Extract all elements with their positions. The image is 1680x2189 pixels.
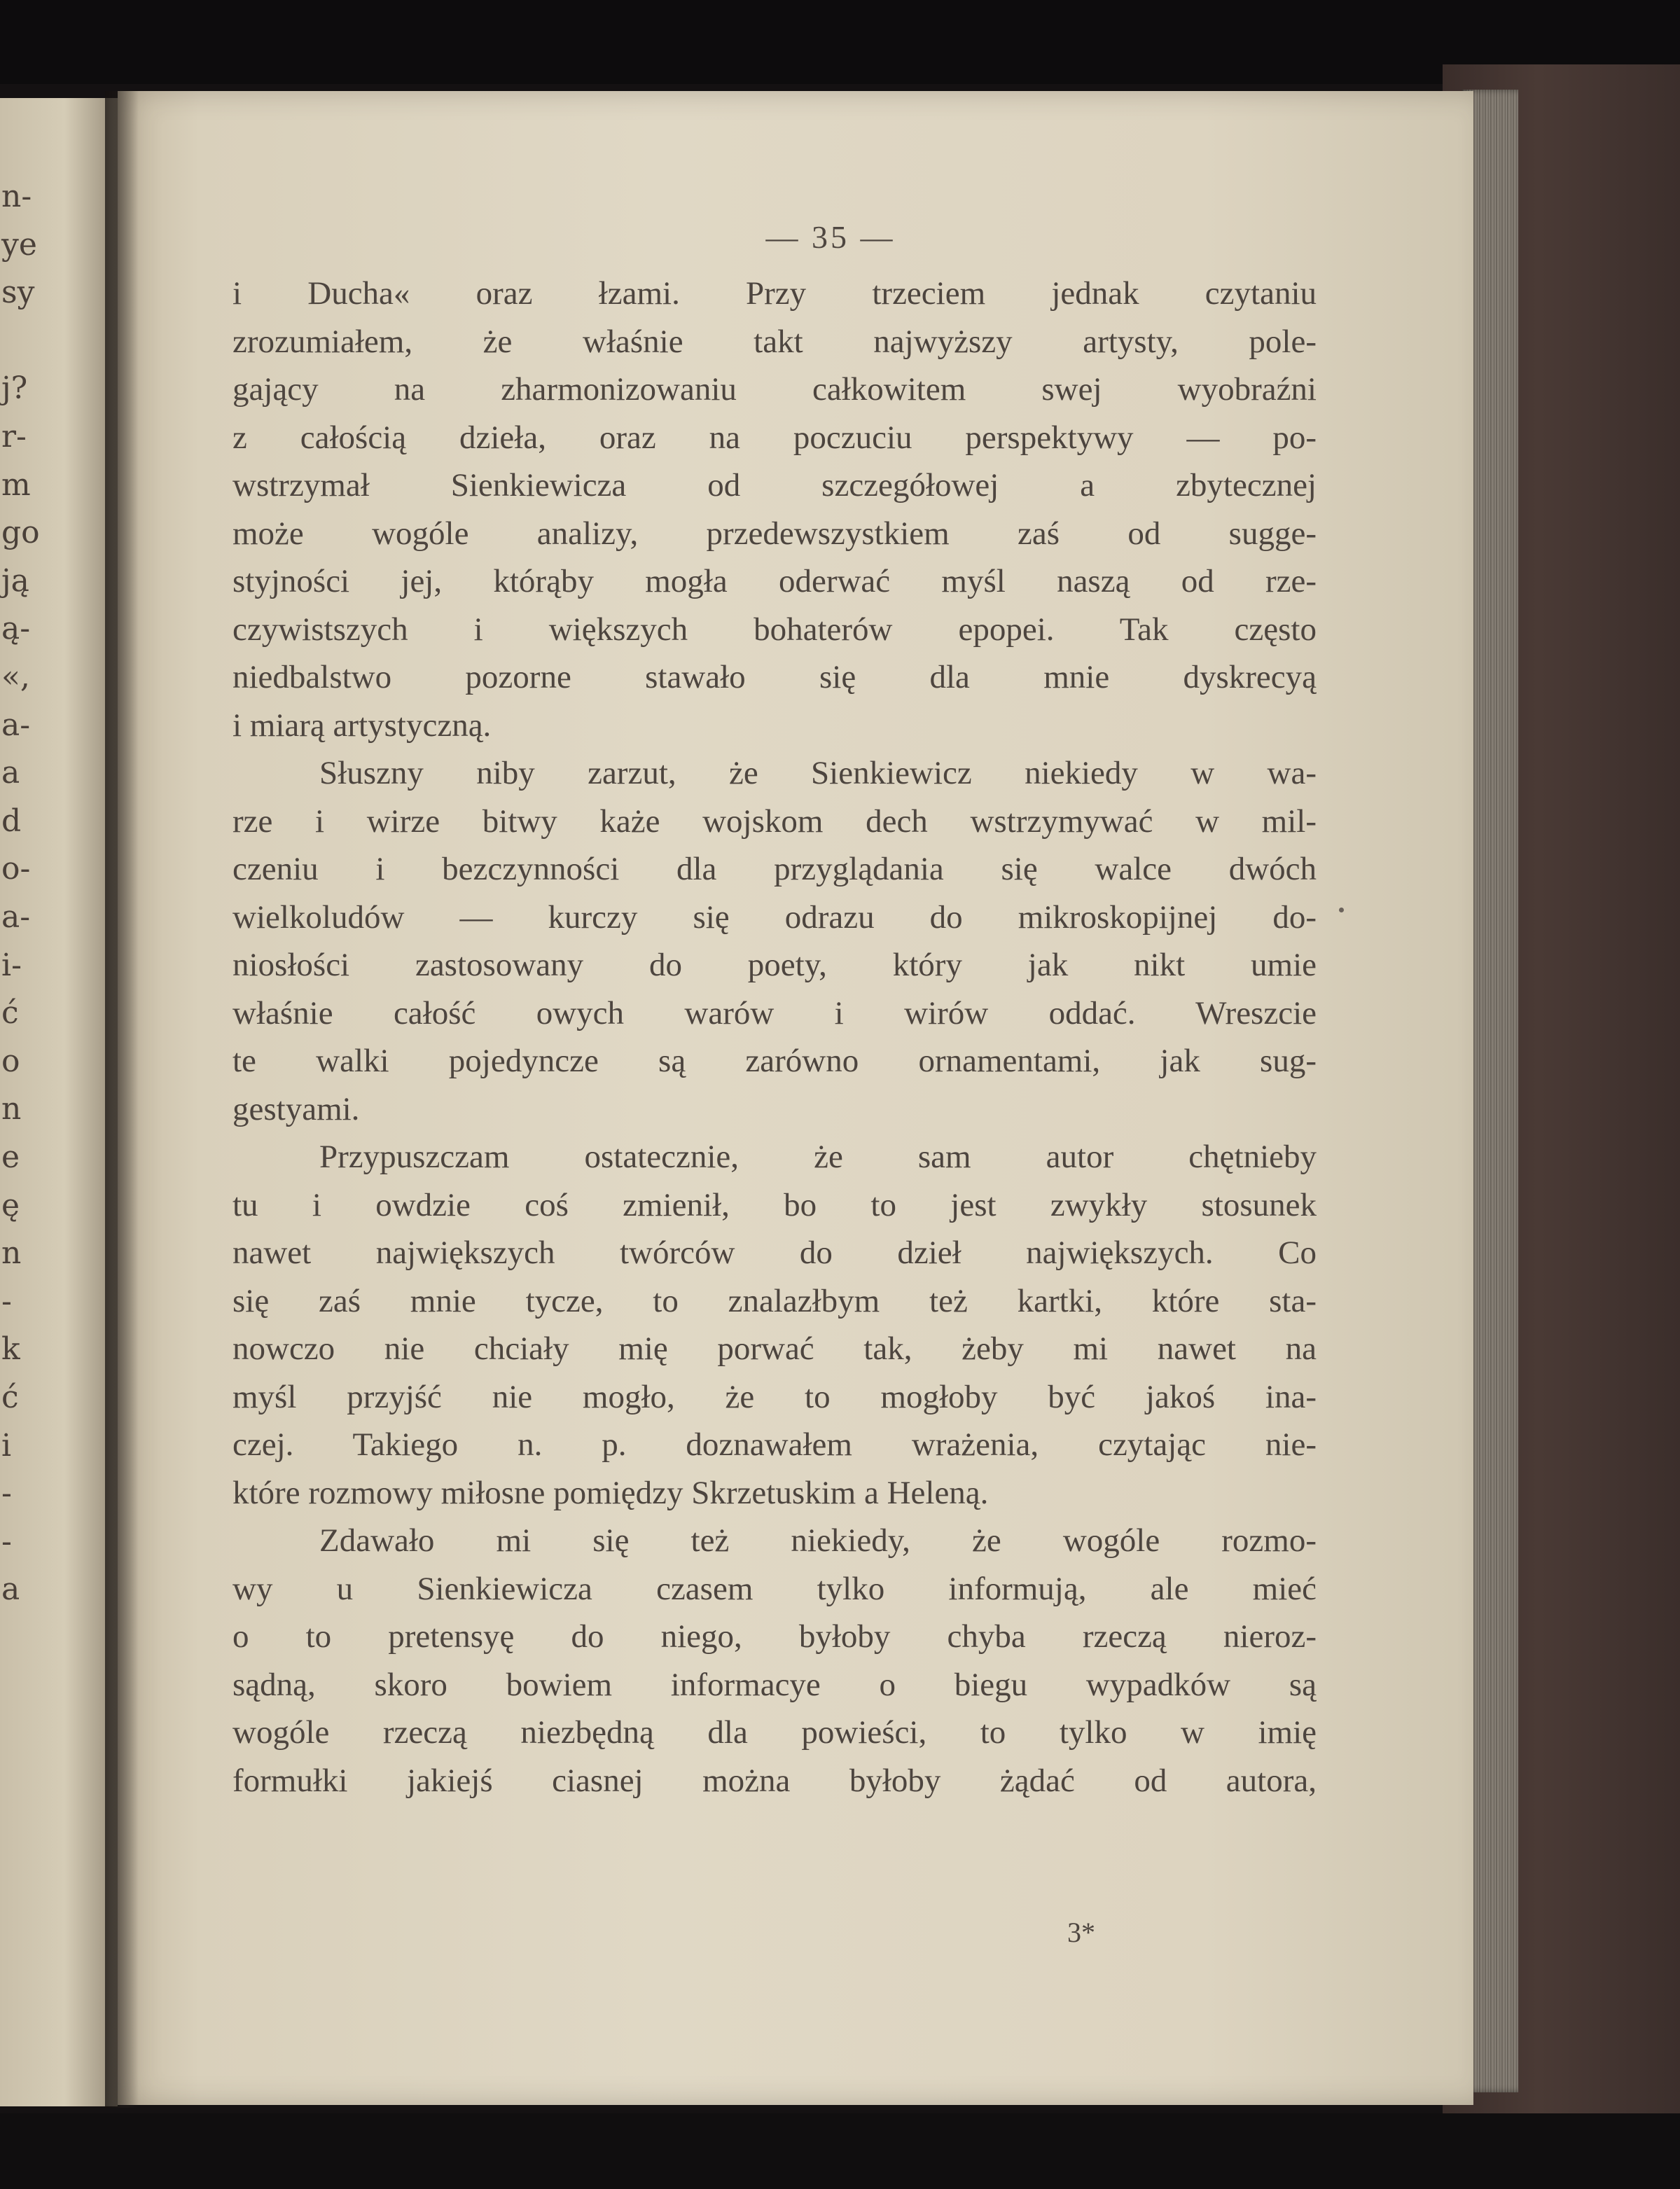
text-line: wielkoludów — kurczy się odrazu do mikroskopijnej do- [232, 898, 1317, 936]
left-page-fragment: j? [1, 370, 28, 407]
background-top [0, 0, 1680, 84]
text-line: które rozmowy miłosne pomiędzy Skrzetuskim a Heleną. [232, 1474, 989, 1511]
text-line: niosłości zastosowany do poety, który jak nikt umie [232, 947, 1317, 983]
text-line: z całością dzieła, oraz na poczuciu perspektywy — po- [232, 419, 1317, 456]
text-line: tu i owdzie coś zmienił, bo to jest zwykły stosunek [232, 1186, 1317, 1223]
left-page-fragment: k [1, 1331, 20, 1368]
text-line: wogóle rzeczą niezbędną dla powieści, to tylko w imię [232, 1714, 1317, 1751]
left-page-fragment: go [1, 515, 40, 551]
left-page-fragment: a- [1, 707, 31, 743]
left-page-fragment: n [1, 1091, 22, 1127]
text-line: może wogóle analizy, przedewszystkiem zaś od sugge- [232, 515, 1317, 552]
text-line: rze i wirze bitwy każe wojskom dech wstrzymywać w mil- [232, 802, 1317, 840]
left-page-fragment: «, [1, 659, 30, 695]
left-facing-page [0, 98, 118, 2106]
paper-speck [1339, 908, 1344, 912]
printer-signature: 3* [1067, 1917, 1095, 1948]
left-page-fragment: ją [1, 562, 29, 599]
text-line: i Ducha« oraz łzami. Przy trzeciem jednak czytaniu [232, 275, 1317, 312]
text-line: gający na zharmonizowaniu całkowitem swej wyobraźni [232, 371, 1317, 408]
left-page-fragment: o- [1, 851, 31, 887]
text-line: czeniu i bezczynności dla przyglądania się walce dwóch [232, 851, 1317, 887]
text-line: Słuszny niby zarzut, że Sienkiewicz niekiedy w wa- [319, 755, 1317, 791]
left-page-fragment: ę [1, 1187, 20, 1223]
right-page [118, 91, 1473, 2105]
text-line: Zdawało mi się też niekiedy, że wogóle rozmo- [319, 1522, 1317, 1559]
text-line: Przypuszczam ostatecznie, że sam autor chętnieby [319, 1139, 1317, 1175]
page-number: — 35 — [765, 219, 896, 255]
text-line: i miarą artystyczną. [232, 707, 492, 744]
left-page-fragment: e [1, 1139, 20, 1175]
left-page-fragment: i [1, 1427, 12, 1464]
left-page-fragment: ć [1, 1380, 19, 1415]
left-page-fragment: sy [1, 275, 35, 311]
left-page-fragment: - [1, 1283, 12, 1319]
text-line: te walki pojedyncze są zarówno ornamentami, jak sug- [232, 1043, 1317, 1079]
text-line: się zaś mnie tycze, to znalazłbym też kartki, które sta- [232, 1282, 1317, 1319]
text-line: gestyami. [232, 1090, 360, 1127]
left-page-fragment: - [1, 1475, 12, 1512]
background-bottom [0, 2113, 1680, 2189]
text-line: właśnie całość owych warów i wirów oddać. Wreszcie [232, 994, 1317, 1031]
text-line: czywistszych i większych bohaterów epopei. Tak często [232, 611, 1317, 648]
text-line: wstrzymał Sienkiewicza od szczegółowej a zbytecznej [232, 467, 1317, 503]
left-page-fragment: - [1, 1523, 12, 1559]
left-page-fragment: a [1, 1571, 20, 1608]
left-page-fragment: ą- [1, 611, 31, 647]
text-line: formułki jakiejś ciasnej można byłoby żądać od autora, [232, 1762, 1317, 1799]
text-line: czej. Takiego n. p. doznawałem wrażenia, czytając nie- [232, 1426, 1317, 1463]
left-page-fragment: a- [1, 899, 31, 935]
text-line: o to pretensyę do niego, byłoby chyba rzeczą nieroz- [232, 1618, 1317, 1655]
text-line: nawet największych twórców do dzieł największych. Co [232, 1235, 1317, 1271]
left-page-fragment: m [1, 466, 31, 503]
text-line: styjności jej, którąby mogła oderwać myśl naszą od rze- [232, 563, 1317, 599]
left-page-fragment: a [1, 755, 20, 791]
left-page-fragment: o [1, 1043, 20, 1079]
left-page-fragment: ye [1, 226, 37, 263]
left-page-fragment: n [1, 1235, 22, 1272]
page-body-text [232, 270, 1317, 1805]
left-page-fragment: d [1, 802, 22, 839]
text-line: nowczo nie chciały mię porwać tak, żeby mi nawet na [232, 1330, 1317, 1367]
text-line: zrozumiałem, że właśnie takt najwyższy artysty, pole- [232, 323, 1317, 360]
text-line: niedbalstwo pozorne stawało się dla mnie dyskrecyą [232, 659, 1317, 695]
left-page-fragment: n- [1, 179, 32, 214]
left-page-fragment: i- [1, 947, 22, 983]
text-line: myśl przyjść nie mogło, że to mogłoby być jakoś ina- [232, 1378, 1317, 1415]
left-page-fragment: ć [1, 995, 19, 1031]
left-page-text-fragments [0, 98, 118, 2106]
book-gutter-shadow [105, 91, 139, 2108]
left-page-fragment: r- [1, 419, 27, 454]
text-line: sądną, skoro bowiem informacye o biegu wypadków są [232, 1666, 1317, 1703]
text-line: wy u Sienkiewicza czasem tylko informują, ale mieć [232, 1570, 1317, 1607]
